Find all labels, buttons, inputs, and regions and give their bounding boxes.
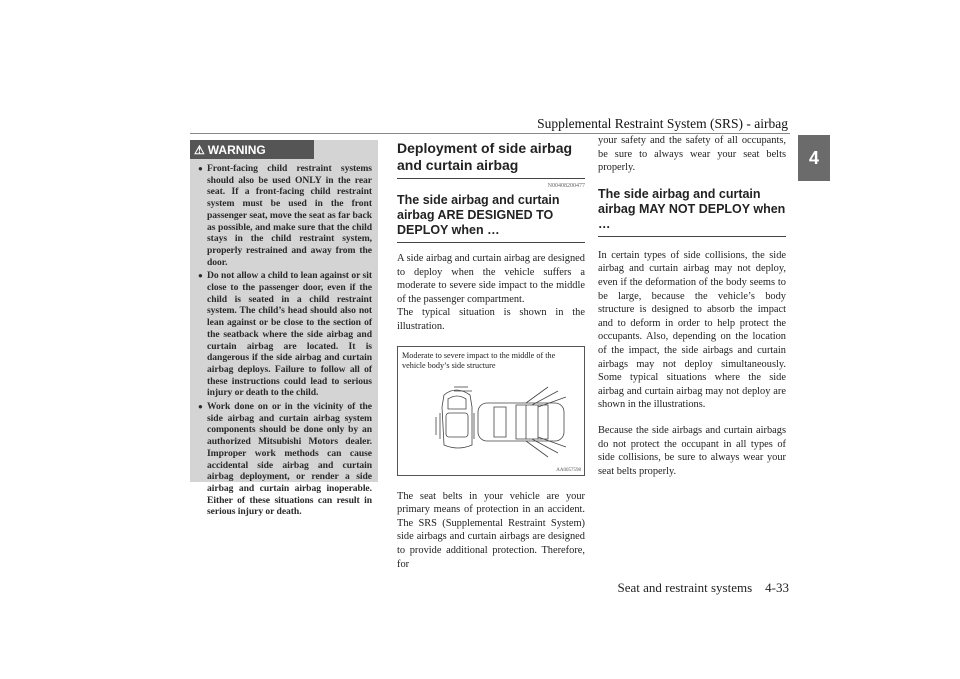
car-impact-diagram	[398, 347, 584, 475]
section-rule	[397, 178, 585, 179]
warning-list	[190, 140, 378, 518]
chapter-tab: 4	[798, 135, 830, 181]
car-front-view	[442, 390, 472, 448]
middle-column	[397, 140, 585, 571]
warning-item: ● Do not allow a child to lean against or sit close to the passenger door, even if the child is seated in a child restraint system. The child’s head should also not lean against or be close to the section of the seatback where the side airbag and curtain airbag are located. It is dangerous if the side airbag and curtain airbag deploys. Failure to follow all of these instructions could lead to serious injury or death to the child.	[198, 270, 372, 399]
paragraph: your safety and the safety of all occupants, be sure to always wear your seat belts properly.	[598, 135, 786, 174]
warning-box	[190, 140, 378, 518]
warning-triangle-icon: ⚠	[194, 142, 205, 157]
section-title: Deployment of side airbag and curtain airbag	[397, 140, 573, 173]
paragraph: Because the side airbags and curtain airbags do not protect the occupant in all types of side collisions, be sure to always wear your seat belts properly.	[598, 424, 786, 477]
paragraph: The typical situation is shown in the illustration.	[397, 307, 585, 332]
footer-section: Seat and restraint systems	[617, 580, 753, 595]
subsection-rule	[598, 236, 786, 237]
warning-header	[190, 140, 314, 159]
bullet-icon: ●	[198, 271, 203, 281]
warning-label: WARNING	[207, 142, 266, 157]
car-top-view	[478, 403, 564, 441]
page-header-title: Supplemental Restraint System (SRS) - airbag	[537, 116, 788, 131]
warning-item: ● Work done on or in the vicinity of the side airbag and curtain airbag system components should be done only by an authorized Mitsubishi Motors dealer. Improper work methods can cause accidental side airbag and curtain airbag deployment, or render a side airbag and curtain airbag inoperable. Either of these situations can result in serious injury or death.	[198, 401, 372, 518]
subsection-title-deploy: The side airbag and curtain airbag ARE DESIGNED TO DEPLOY when …	[397, 193, 560, 237]
page-footer	[617, 580, 789, 596]
paragraph: In certain types of side collisions, the side airbag and curtain airbag may not deploy, even if the deformation of the body seems to be large, because the vehicle’s body structure is designed to absorb the impact and to deform in order to help protect the occupants. Also, depending on the location of the impact, the side airbags and curtain airbags may not deploy simultaneously. Some typical situations where the side airbag and curtain airbag may not deploy are shown in the illustrations.	[598, 249, 786, 411]
subsection-rule	[397, 242, 585, 243]
subsection-title-no-deploy: The side airbag and curtain airbag MAY NOT DEPLOY when …	[598, 186, 786, 231]
right-column	[598, 134, 786, 478]
page-number: 4-33	[765, 580, 789, 595]
paragraph: The seat belts in your vehicle are your primary means of protection in an accident. The SRS (Supplemental Restraint System) side airbags and curtain airbags are designed to provide additional protection. Therefore, for	[397, 490, 585, 570]
figure-code: AA0057598	[556, 467, 581, 473]
paragraph: A side airbag and curtain airbag are designed to deploy when the vehicle suffers a moderate to severe side impact to the middle of the passenger compartment.	[397, 253, 585, 305]
warning-column	[190, 140, 378, 518]
bullet-icon: ●	[198, 402, 203, 412]
section-code: N00408200477	[547, 183, 585, 189]
warning-item: ● Front-facing child restraint systems should also be used ONLY in the rear seat. If a front-facing child restraint system must be used in the front passenger seat, move the seat as far back as possible, and make sure that the child stays in the child restraint system, properly restrained and away from the door.	[198, 163, 372, 268]
bullet-icon: ●	[198, 164, 203, 173]
impact-illustration	[397, 346, 585, 476]
figure-caption: Moderate to severe impact to the middle of the vehicle body’s side structure	[402, 350, 556, 370]
